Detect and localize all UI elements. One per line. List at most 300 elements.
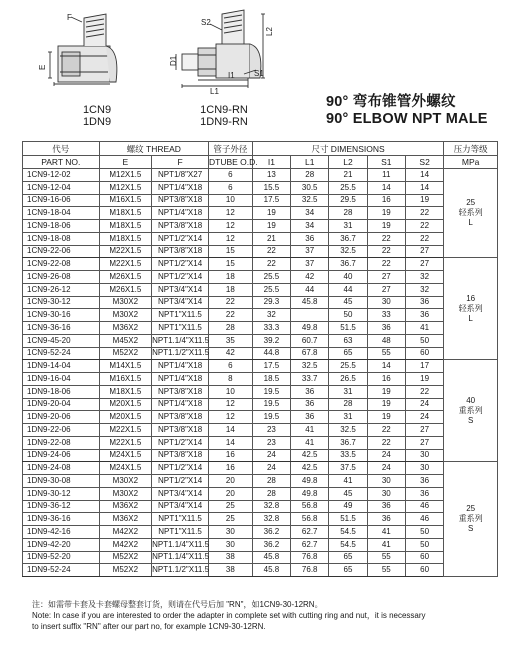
cell-dim-S2: 27: [405, 258, 443, 271]
cell-tube-od: 12: [209, 398, 253, 411]
pressure-series-cn: 重系列: [458, 405, 483, 415]
cell-tube-od: 14: [209, 424, 253, 437]
cell-dim-L1: 56.8: [291, 500, 329, 513]
table-row: [23, 385, 498, 398]
table-row: [23, 232, 498, 245]
cell-tube-od: 20: [209, 487, 253, 500]
dim-label-L1: L1: [210, 87, 219, 96]
table-row: [23, 360, 498, 373]
cell-dim-S2: 46: [405, 513, 443, 526]
cell-dim-L2: 41: [329, 475, 367, 488]
cell-dim-I1: 24: [252, 462, 290, 475]
cell-thread-F: NPT1/4"X18: [152, 207, 209, 220]
cell-dim-I1: 25.5: [252, 283, 290, 296]
cell-part-no: 1DN9-20-04: [23, 398, 100, 411]
cell-thread-F: NPT1/2"X14: [152, 475, 209, 488]
cell-thread-F: NPT3/8"X18: [152, 411, 209, 424]
cell-dim-I1: 25.5: [252, 271, 290, 284]
note-en-line1: Note: In case if you are interested to order the adapter in complete set with cutting ring and nut，it is necessary: [32, 611, 426, 620]
cell-thread-E: M30X2: [99, 296, 152, 309]
cell-thread-F: NPT1.1/4"X11.5: [152, 334, 209, 347]
cell-dim-L2: 65: [329, 564, 367, 577]
cell-thread-F: NPT1/8"X27: [152, 169, 209, 182]
table-row: [23, 181, 498, 194]
cell-dim-S1: 27: [367, 283, 405, 296]
cell-dim-L1: 49.8: [291, 322, 329, 335]
header-S2: S2: [405, 156, 443, 169]
cell-dim-I1: 19.5: [252, 385, 290, 398]
cell-dim-I1: 33.3: [252, 322, 290, 335]
cell-dim-L2: 31: [329, 220, 367, 233]
dim-label-L2: L2: [265, 27, 274, 36]
cell-dim-S1: 22: [367, 436, 405, 449]
table-row: [23, 245, 498, 258]
spec-table-body: [23, 169, 498, 577]
model-label: 1DN9: [82, 116, 112, 128]
cell-dim-S1: 14: [367, 181, 405, 194]
cell-dim-L1: 36: [291, 232, 329, 245]
cell-thread-F: NPT1/4"X18: [152, 398, 209, 411]
cell-dim-L1: 36: [291, 385, 329, 398]
cell-dim-I1: 19.5: [252, 411, 290, 424]
cell-part-no: 1DN9-22-06: [23, 424, 100, 437]
product-title: [326, 94, 516, 128]
cell-dim-L2: 40: [329, 271, 367, 284]
cell-part-no: 1DN9-52-20: [23, 551, 100, 564]
cell-dim-S1: 55: [367, 347, 405, 360]
cell-dim-L2: 28: [329, 207, 367, 220]
cell-dim-L1: 62.7: [291, 526, 329, 539]
cell-thread-E: M24X1.5: [99, 462, 152, 475]
cell-dim-L1: 33.7: [291, 373, 329, 386]
cell-dim-S2: 36: [405, 309, 443, 322]
cell-tube-od: 18: [209, 271, 253, 284]
cell-dim-L2: 31: [329, 385, 367, 398]
cell-dim-L1: 45.8: [291, 296, 329, 309]
cell-dim-L1: 30.5: [291, 181, 329, 194]
pressure-series-cell: [444, 169, 498, 258]
drawing-right-caption: [184, 104, 264, 128]
cell-dim-S1: 24: [367, 449, 405, 462]
cell-part-no: 1CN9-26-12: [23, 283, 100, 296]
cell-dim-S1: 11: [367, 169, 405, 182]
cell-dim-I1: 36.2: [252, 538, 290, 551]
drawing-left-caption: [57, 104, 137, 128]
cell-dim-L2: 49: [329, 500, 367, 513]
cell-dim-S1: 55: [367, 551, 405, 564]
table-row: [23, 258, 498, 271]
cell-dim-I1: 45.8: [252, 551, 290, 564]
cell-tube-od: 10: [209, 194, 253, 207]
cell-thread-E: M18X1.5: [99, 207, 152, 220]
cell-tube-od: 28: [209, 322, 253, 335]
table-row: [23, 424, 498, 437]
cell-part-no: 1CN9-18-06: [23, 220, 100, 233]
cell-dim-S2: 46: [405, 500, 443, 513]
cell-dim-I1: 32: [252, 309, 290, 322]
dim-label-S1: S1: [254, 69, 264, 78]
cell-part-no: 1CN9-45-20: [23, 334, 100, 347]
cell-part-no: 1CN9-52-24: [23, 347, 100, 360]
header-L2: L2: [329, 156, 367, 169]
cell-dim-L1: 76.8: [291, 551, 329, 564]
cell-thread-F: NPT3/8"X18: [152, 194, 209, 207]
cell-part-no: 1DN9-30-12: [23, 487, 100, 500]
cell-thread-F: NPT3/4"X14: [152, 487, 209, 500]
table-row: [23, 449, 498, 462]
table-row: [23, 220, 498, 233]
note-cn: 注：如需带卡套及卡套螺母整套订货，则请在代号后加 "RN"，如1CN9-30-12RN。: [32, 600, 323, 609]
cell-dim-L2: 25.5: [329, 181, 367, 194]
cell-dim-L2: 44: [329, 283, 367, 296]
cell-dim-L1: 41: [291, 424, 329, 437]
table-row: [23, 411, 498, 424]
table-row: [23, 271, 498, 284]
cell-tube-od: 30: [209, 526, 253, 539]
cell-dim-S2: 60: [405, 564, 443, 577]
cell-dim-S1: 14: [367, 360, 405, 373]
cell-dim-I1: 19.5: [252, 398, 290, 411]
table-row: [23, 373, 498, 386]
cell-dim-L1: 44: [291, 283, 329, 296]
cell-thread-E: M36X2: [99, 513, 152, 526]
cell-tube-od: 16: [209, 462, 253, 475]
cell-dim-L2: 51.5: [329, 513, 367, 526]
pressure-series-cell: [444, 258, 498, 360]
table-row: [23, 538, 498, 551]
cell-tube-od: 25: [209, 513, 253, 526]
table-row: [23, 475, 498, 488]
cell-tube-od: 38: [209, 564, 253, 577]
cell-dim-L2: 26.5: [329, 373, 367, 386]
cell-dim-L2: 33.5: [329, 449, 367, 462]
table-row: [23, 513, 498, 526]
elbow-drawing-right: [176, 10, 265, 88]
cell-dim-S2: 50: [405, 526, 443, 539]
table-row: [23, 398, 498, 411]
cell-dim-L1: 76.8: [291, 564, 329, 577]
cell-dim-S2: 36: [405, 296, 443, 309]
pressure-series-cn: 轻系列: [458, 208, 483, 218]
cell-tube-od: 25: [209, 500, 253, 513]
cell-dim-I1: 21: [252, 232, 290, 245]
cell-tube-od: 12: [209, 220, 253, 233]
cell-part-no: 1DN9-36-16: [23, 513, 100, 526]
dim-label-F: F: [67, 13, 72, 22]
cell-dim-L1: 42.5: [291, 462, 329, 475]
header-F: F: [152, 156, 209, 169]
header-tube-cn: 管子外径: [209, 142, 253, 156]
cell-dim-L2: 21: [329, 169, 367, 182]
cell-tube-od: 14: [209, 436, 253, 449]
cell-part-no: 1CN9-18-08: [23, 232, 100, 245]
cell-dim-S2: 30: [405, 462, 443, 475]
pressure-series-en: L: [468, 313, 473, 323]
cell-thread-F: NPT1.1/4"X11.5: [152, 538, 209, 551]
cell-dim-S2: 50: [405, 538, 443, 551]
cell-dim-S1: 22: [367, 232, 405, 245]
cell-tube-od: 22: [209, 296, 253, 309]
cell-dim-L1: 49.8: [291, 487, 329, 500]
cell-thread-E: M18X1.5: [99, 220, 152, 233]
cell-dim-I1: 17.5: [252, 360, 290, 373]
header-S1: S1: [367, 156, 405, 169]
cell-dim-L2: 50: [329, 309, 367, 322]
cell-dim-S2: 27: [405, 424, 443, 437]
cell-dim-L1: 37: [291, 245, 329, 258]
cell-dim-I1: 32.8: [252, 500, 290, 513]
order-note: [32, 599, 507, 632]
cell-dim-S2: 27: [405, 436, 443, 449]
cell-thread-E: M18X1.5: [99, 232, 152, 245]
cell-dim-S1: 30: [367, 487, 405, 500]
cell-part-no: 1CN9-18-04: [23, 207, 100, 220]
cell-dim-S2: 24: [405, 398, 443, 411]
cell-dim-S1: 19: [367, 398, 405, 411]
cell-thread-F: NPT1/2"X14: [152, 462, 209, 475]
table-row: [23, 322, 498, 335]
cell-tube-od: 38: [209, 551, 253, 564]
table-row: [23, 436, 498, 449]
cell-dim-L2: 51.5: [329, 322, 367, 335]
cell-dim-L2: 32.5: [329, 245, 367, 258]
cell-dim-L2: 65: [329, 347, 367, 360]
header-L1: L1: [291, 156, 329, 169]
dim-label-D1: D1: [169, 55, 178, 66]
elbow-drawing-left: [48, 14, 117, 86]
cell-thread-F: NPT1"X11.5: [152, 526, 209, 539]
cell-dim-I1: 23: [252, 436, 290, 449]
cell-dim-S2: 27: [405, 245, 443, 258]
pressure-series-cell: [444, 462, 498, 577]
cell-dim-S1: 22: [367, 424, 405, 437]
cell-dim-S2: 60: [405, 347, 443, 360]
cell-thread-E: M52X2: [99, 564, 152, 577]
cell-dim-S2: 19: [405, 194, 443, 207]
cell-thread-E: M12X1.5: [99, 181, 152, 194]
cell-dim-S2: 36: [405, 475, 443, 488]
cell-dim-L2: 36.7: [329, 258, 367, 271]
cell-dim-L1: 42.5: [291, 449, 329, 462]
cell-dim-L2: 65: [329, 551, 367, 564]
cell-thread-F: NPT3/8"X18: [152, 385, 209, 398]
dim-label-S2: S2: [201, 18, 211, 27]
cell-tube-od: 42: [209, 347, 253, 360]
cell-dim-S2: 32: [405, 271, 443, 284]
cell-part-no: 1DN9-24-08: [23, 462, 100, 475]
cell-thread-F: NPT1/2"X14: [152, 232, 209, 245]
cell-dim-L1: 34: [291, 207, 329, 220]
cell-dim-L2: 54.5: [329, 538, 367, 551]
cell-dim-I1: 22: [252, 245, 290, 258]
cell-dim-S2: 24: [405, 411, 443, 424]
pressure-pressure: 16: [466, 293, 476, 303]
cell-thread-E: M18X1.5: [99, 385, 152, 398]
cell-thread-E: M14X1.5: [99, 360, 152, 373]
cell-dim-I1: 19: [252, 220, 290, 233]
title-en: 90° ELBOW NPT MALE: [326, 111, 488, 127]
cell-dim-I1: 18.5: [252, 373, 290, 386]
cell-tube-od: 10: [209, 385, 253, 398]
dim-label-I1: I1: [228, 71, 235, 80]
pressure-series-cell: [444, 360, 498, 462]
cell-dim-S1: 36: [367, 322, 405, 335]
cell-thread-E: M22X1.5: [99, 436, 152, 449]
cell-dim-S2: 22: [405, 207, 443, 220]
cell-tube-od: 30: [209, 538, 253, 551]
cell-dim-S1: 19: [367, 411, 405, 424]
table-row: [23, 564, 498, 577]
cell-thread-E: M42X2: [99, 526, 152, 539]
cell-dim-S2: 19: [405, 373, 443, 386]
cell-part-no: 1CN9-22-06: [23, 245, 100, 258]
cell-dim-S1: 22: [367, 258, 405, 271]
cell-dim-S1: 36: [367, 500, 405, 513]
cell-tube-od: 35: [209, 334, 253, 347]
cell-thread-F: NPT1/2"X14: [152, 258, 209, 271]
cell-part-no: 1CN9-12-02: [23, 169, 100, 182]
cell-thread-F: NPT1.1/2"X11.5: [152, 564, 209, 577]
cell-tube-od: 15: [209, 258, 253, 271]
cell-dim-I1: 13: [252, 169, 290, 182]
cell-dim-L2: 37.5: [329, 462, 367, 475]
cell-dim-I1: 32.8: [252, 513, 290, 526]
cell-dim-S2: 22: [405, 220, 443, 233]
cell-dim-I1: 24: [252, 449, 290, 462]
cell-dim-S1: 24: [367, 462, 405, 475]
cell-dim-S1: 33: [367, 309, 405, 322]
cell-part-no: 1DN9-42-20: [23, 538, 100, 551]
table-row: [23, 462, 498, 475]
cell-part-no: 1DN9-14-04: [23, 360, 100, 373]
cell-thread-E: M20X1.5: [99, 411, 152, 424]
header-thread: 螺纹 THREAD: [99, 142, 208, 156]
cell-dim-S1: 16: [367, 373, 405, 386]
cell-thread-F: NPT1"X11.5: [152, 309, 209, 322]
cell-dim-L1: 28: [291, 169, 329, 182]
cell-thread-F: NPT1/4"X18: [152, 360, 209, 373]
header-pressure-en: MPa: [444, 156, 498, 169]
table-row: [23, 347, 498, 360]
cell-thread-E: M22X1.5: [99, 424, 152, 437]
cell-dim-I1: 28: [252, 475, 290, 488]
cell-thread-E: M30X2: [99, 487, 152, 500]
cell-thread-E: M52X2: [99, 551, 152, 564]
cell-thread-E: M24X1.5: [99, 449, 152, 462]
cell-thread-F: NPT1/4"X18: [152, 373, 209, 386]
cell-tube-od: 12: [209, 232, 253, 245]
cell-dim-L2: 54.5: [329, 526, 367, 539]
table-row: [23, 526, 498, 539]
cell-thread-E: M42X2: [99, 538, 152, 551]
cell-tube-od: 16: [209, 449, 253, 462]
title-cn: 90° 弯布锥管外螺纹: [326, 94, 456, 110]
header-dimensions: 尺寸 DIMENSIONS: [252, 142, 444, 156]
cell-dim-L1: 41: [291, 436, 329, 449]
cell-thread-E: M30X2: [99, 309, 152, 322]
pressure-series-en: S: [467, 415, 474, 425]
cell-dim-S1: 22: [367, 245, 405, 258]
header-E: E: [99, 156, 152, 169]
cell-thread-E: M16X1.5: [99, 373, 152, 386]
cell-tube-od: 22: [209, 309, 253, 322]
cell-dim-L2: 32.5: [329, 424, 367, 437]
cell-dim-L2: 36.7: [329, 436, 367, 449]
cell-dim-L1: 36: [291, 411, 329, 424]
cell-tube-od: 6: [209, 360, 253, 373]
cell-part-no: 1DN9-52-24: [23, 564, 100, 577]
cell-thread-F: NPT1.1/2"X11.5: [152, 347, 209, 360]
cell-thread-E: M22X1.5: [99, 245, 152, 258]
cell-thread-E: M36X2: [99, 322, 152, 335]
cell-dim-S2: 22: [405, 232, 443, 245]
cell-thread-F: NPT3/4"X14: [152, 283, 209, 296]
cell-thread-E: M26X1.5: [99, 271, 152, 284]
cell-dim-L1: 60.7: [291, 334, 329, 347]
cell-thread-E: M20X1.5: [99, 398, 152, 411]
header-pressure-cn: 压力等级: [444, 142, 498, 156]
pressure-pressure: 40: [466, 395, 476, 405]
pressure-pressure: 25: [466, 504, 476, 514]
cell-tube-od: 6: [209, 169, 253, 182]
cell-thread-F: NPT3/4"X14: [152, 296, 209, 309]
cell-dim-S1: 30: [367, 475, 405, 488]
model-label: 1CN9-RN: [200, 104, 248, 116]
cell-thread-E: M26X1.5: [99, 283, 152, 296]
cell-part-no: 1CN9-16-06: [23, 194, 100, 207]
cell-dim-L1: 32.5: [291, 360, 329, 373]
cell-dim-S2: 50: [405, 334, 443, 347]
cell-dim-L2: 63: [329, 334, 367, 347]
cell-thread-F: NPT3/8"X18: [152, 220, 209, 233]
cell-thread-F: NPT3/8"X18: [152, 424, 209, 437]
table-row: [23, 334, 498, 347]
cell-part-no: 1DN9-30-08: [23, 475, 100, 488]
cell-dim-L2: 36.7: [329, 232, 367, 245]
cell-thread-E: M36X2: [99, 500, 152, 513]
cell-dim-S1: 30: [367, 296, 405, 309]
cell-dim-I1: 19: [252, 207, 290, 220]
cell-dim-L2: 25.5: [329, 360, 367, 373]
cell-dim-L2: 29.5: [329, 194, 367, 207]
cell-part-no: 1DN9-20-06: [23, 411, 100, 424]
pressure-series-en: S: [467, 524, 474, 534]
cell-part-no: 1CN9-30-12: [23, 296, 100, 309]
cell-dim-S2: 32: [405, 283, 443, 296]
cell-dim-L1: 42: [291, 271, 329, 284]
cell-tube-od: 12: [209, 411, 253, 424]
cell-dim-S2: 60: [405, 551, 443, 564]
cell-dim-S1: 41: [367, 526, 405, 539]
pressure-pressure: 25: [466, 198, 476, 208]
cell-part-no: 1DN9-18-06: [23, 385, 100, 398]
pressure-series-en: L: [468, 218, 473, 228]
cell-dim-L2: 28: [329, 398, 367, 411]
cell-part-no: 1CN9-36-16: [23, 322, 100, 335]
cell-thread-F: NPT3/8"X18: [152, 245, 209, 258]
cell-thread-E: M45X2: [99, 334, 152, 347]
dim-label-E: E: [38, 64, 47, 70]
cell-dim-S1: 27: [367, 271, 405, 284]
cell-thread-F: NPT1"X11.5: [152, 322, 209, 335]
cell-thread-E: M16X1.5: [99, 194, 152, 207]
cell-dim-L1: 56.8: [291, 513, 329, 526]
cell-tube-od: 18: [209, 283, 253, 296]
cell-dim-S2: 41: [405, 322, 443, 335]
cell-thread-F: NPT1"X11.5: [152, 513, 209, 526]
cell-dim-S2: 14: [405, 169, 443, 182]
cell-tube-od: 20: [209, 475, 253, 488]
